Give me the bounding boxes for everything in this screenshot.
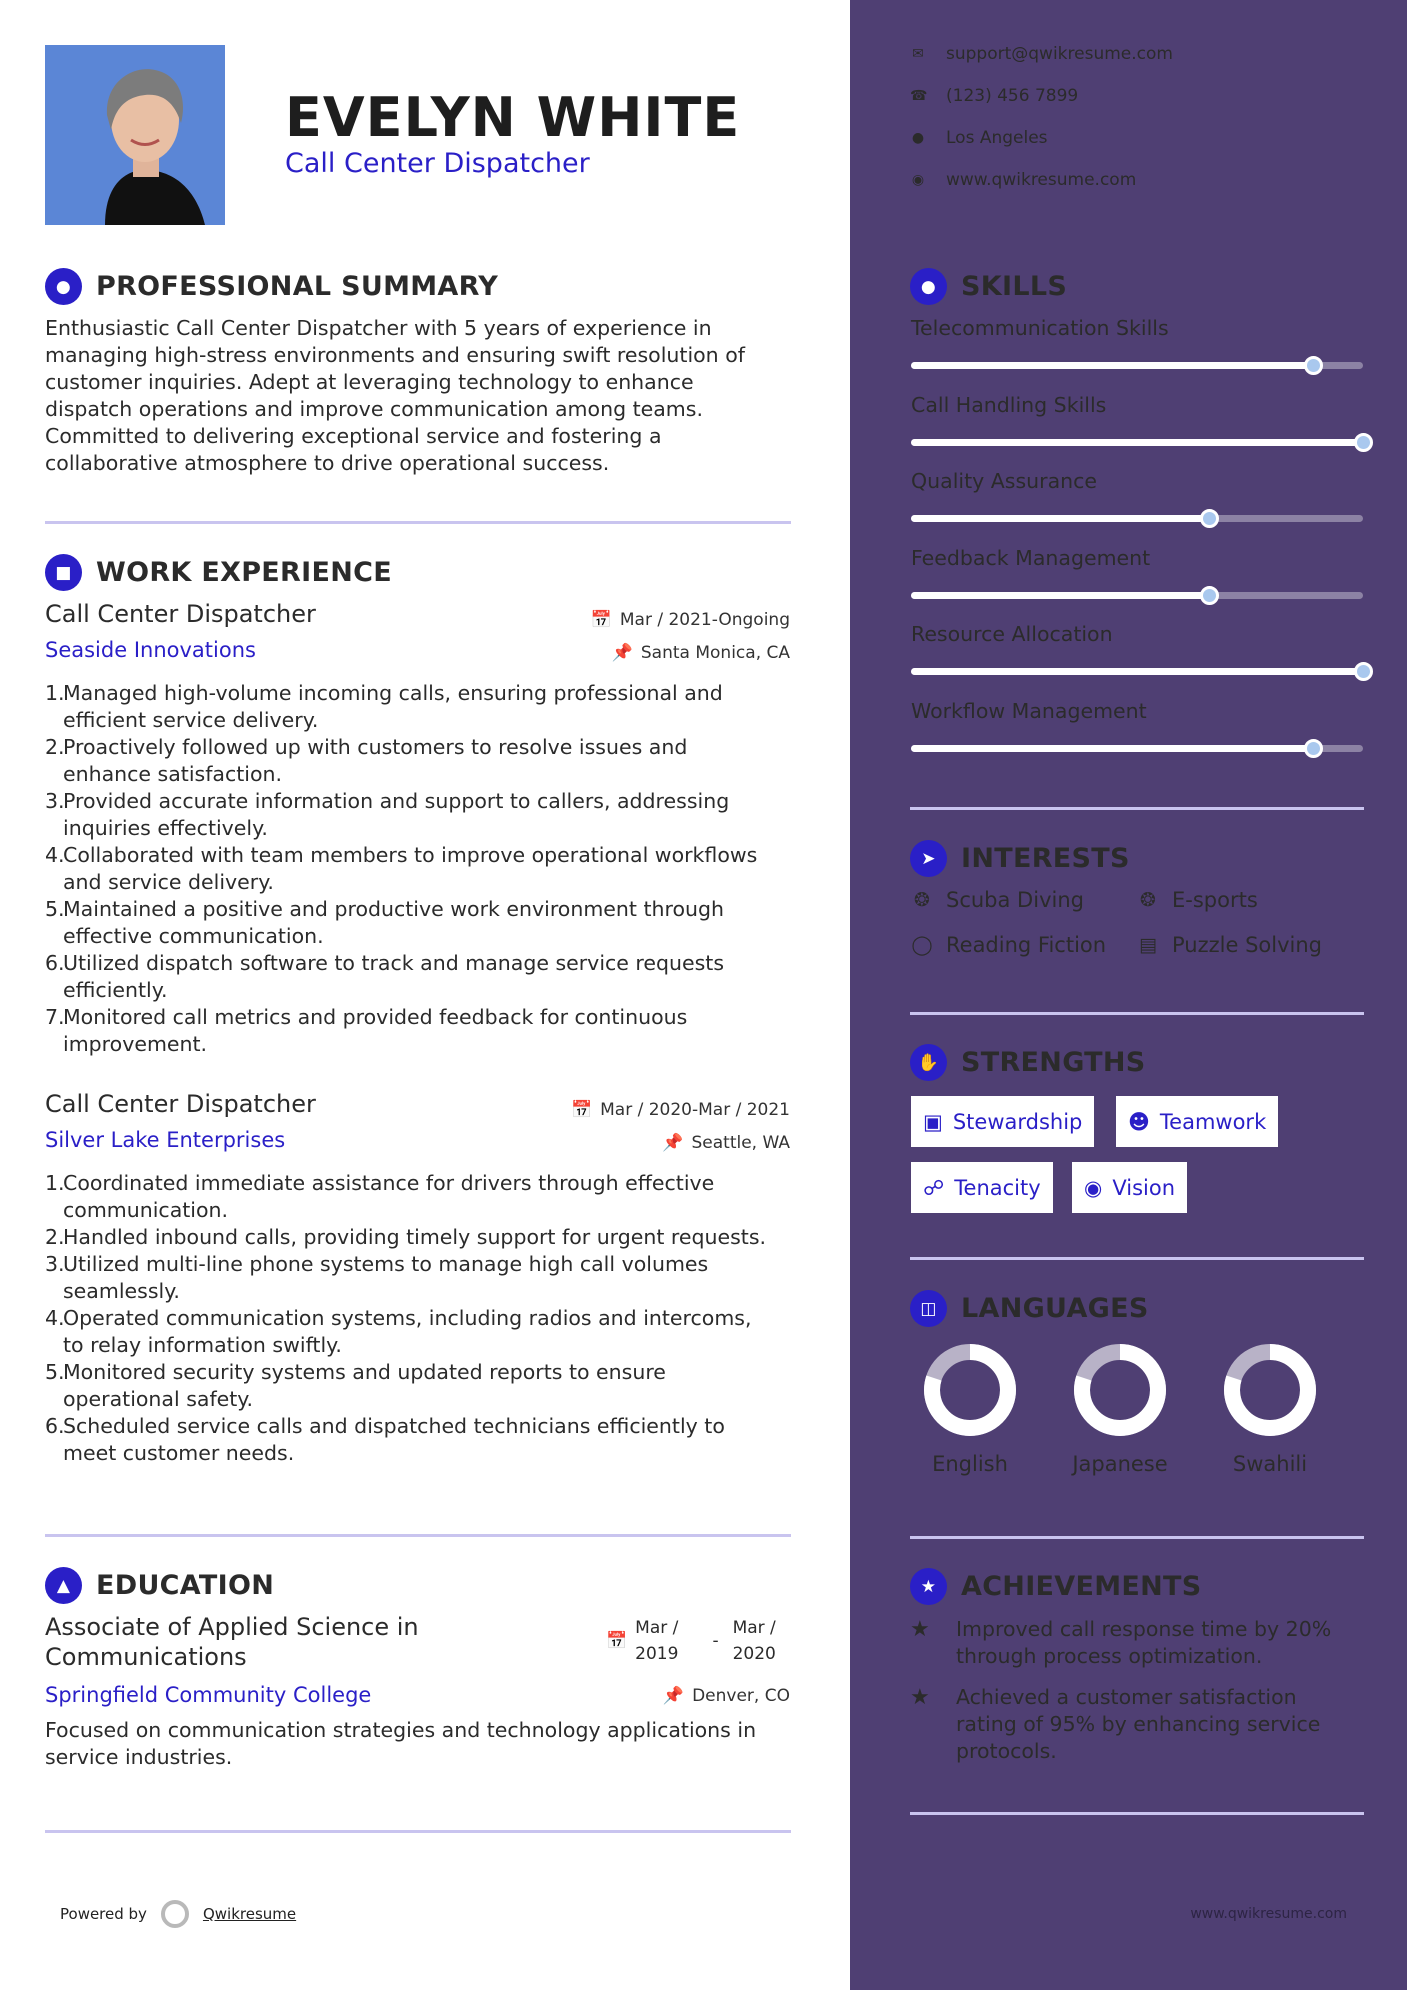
chair-icon: ■	[45, 554, 82, 591]
translate-icon: ◫	[910, 1290, 947, 1327]
languages-heading: ◫ LANGUAGES	[910, 1290, 1149, 1327]
link-icon: ☍	[923, 1175, 945, 1200]
skill-bar	[911, 668, 1363, 675]
life-ring-icon: ❂	[1140, 889, 1156, 911]
pin-icon: 📌	[611, 643, 633, 663]
brand-link[interactable]: Qwikresume	[202, 1905, 297, 1923]
interest-item: ❂ Scuba Diving	[910, 888, 1084, 912]
language-label: Swahili	[1232, 1452, 1308, 1476]
skill-bar-fill	[911, 362, 1313, 369]
degree-title: Associate of Applied Science in Communications	[45, 1613, 419, 1671]
footer-site[interactable]: www.qwikresume.com	[1190, 1906, 1347, 1922]
skill-bar-fill	[911, 439, 1363, 446]
gamepad-icon: ◯	[911, 934, 933, 956]
language-label: English	[932, 1452, 1008, 1476]
strength-chip: ◉ Vision	[1072, 1162, 1187, 1213]
divider	[45, 521, 791, 524]
skill-bar	[911, 592, 1363, 599]
user-icon: ●	[45, 268, 82, 305]
skill-bar	[911, 362, 1363, 369]
list-item: 7. Monitored call metrics and provided feedback for continuous improvement.	[45, 1005, 688, 1056]
contact-location: ● Los Angeles	[911, 128, 1048, 148]
contact-phone[interactable]: ☎ (123) 456 7899	[910, 86, 1079, 106]
binoculars-icon: ◉	[1084, 1175, 1103, 1200]
achievements-heading: ★ ACHIEVEMENTS	[910, 1568, 1202, 1605]
language-ring	[922, 1342, 1018, 1438]
skill-label: Call Handling Skills	[911, 392, 1107, 417]
interest-item: ▤ Puzzle Solving	[1136, 933, 1322, 957]
skill-bar-fill	[911, 515, 1209, 522]
users-icon: ☻	[1128, 1109, 1150, 1134]
skill-level-knob	[1354, 662, 1373, 681]
divider	[910, 1257, 1364, 1260]
education-heading: ▲ EDUCATION	[45, 1567, 274, 1604]
contact-website[interactable]: ◉ www.qwikresume.com	[911, 170, 1137, 190]
job-duties	[45, 680, 805, 1058]
pin-icon: 📌	[662, 1133, 684, 1153]
language-ring	[1222, 1342, 1318, 1438]
list-item: 2. Handled inbound calls, providing timely support for urgent requests.	[45, 1225, 767, 1249]
skills-heading: ● SKILLS	[910, 268, 1067, 305]
job-location: 📌 Santa Monica, CA	[611, 643, 790, 663]
divider	[45, 1830, 791, 1833]
skill-level-knob	[1200, 586, 1219, 605]
education-date: 📅 Mar / 2019 - Mar / 2020	[606, 1615, 776, 1667]
briefcase-icon: ▣	[923, 1109, 943, 1134]
experience-heading: ■ WORK EXPERIENCE	[45, 554, 392, 591]
envelope-icon: ✉	[912, 46, 924, 62]
powered-by: Powered by Qwikresume	[60, 1900, 296, 1928]
company-name: Seaside Innovations	[45, 638, 256, 662]
calendar-icon: 📅	[570, 1100, 593, 1120]
lightbulb-icon: ●	[910, 268, 947, 305]
divider	[910, 807, 1364, 810]
list-item: 1. Managed high-volume incoming calls, ensuring professional and efficient service delivery.	[45, 681, 723, 732]
skill-label: Feedback Management	[911, 545, 1151, 570]
qwikresume-logo	[161, 1900, 189, 1928]
language-item	[1205, 1342, 1335, 1476]
calendar-icon: 📅	[606, 1631, 628, 1651]
candidate-title: Call Center Dispatcher	[285, 148, 590, 179]
summary-text: Enthusiastic Call Center Dispatcher with 5 years of experience in managing high-stress environments and ensuring swift resolution of customer inquiries. Adept at leveraging technology to enhance dispatch operations and improve communication among teams. Committed to delivering exceptional service and fostering a collaborative atmosphere to drive operational success.	[45, 316, 745, 475]
skill-level-knob	[1354, 433, 1373, 452]
list-item: 4. Operated communication systems, including radios and intercoms, to relay information swiftly.	[45, 1306, 752, 1357]
skill-bar-fill	[911, 745, 1313, 752]
phone-icon: ☎	[910, 88, 928, 104]
language-label: Japanese	[1072, 1452, 1168, 1476]
contact-email[interactable]: ✉ support@qwikresume.com	[910, 44, 1173, 64]
strengths-heading: ✋ STRENGTHS	[910, 1044, 1146, 1081]
list-item: 4. Collaborated with team members to improve operational workflows and service delivery.	[45, 843, 758, 894]
skill-label: Resource Allocation	[911, 622, 1113, 646]
interests-heading: ➤ INTERESTS	[910, 840, 1130, 877]
list-item: 2. Proactively followed up with customers to resolve issues and enhance satisfaction.	[45, 735, 688, 786]
skill-bar	[911, 515, 1363, 522]
star-icon: ★	[910, 1617, 930, 1642]
skill-level-knob	[1304, 739, 1323, 758]
skill-bar	[911, 439, 1363, 446]
list-item: 6. Utilized dispatch software to track and manage service requests efficiently.	[45, 951, 725, 1002]
list-item: 1. Coordinated immediate assistance for drivers through effective communication.	[45, 1171, 715, 1222]
interest-item: ◯ Reading Fiction	[911, 933, 1107, 957]
divider	[910, 1012, 1364, 1015]
list-item: 5. Monitored security systems and updated reports to ensure operational safety.	[45, 1360, 666, 1411]
summary-heading: ● PROFESSIONAL SUMMARY	[45, 268, 498, 305]
skill-bar-fill	[911, 592, 1209, 599]
education-location: 📌 Denver, CO	[662, 1686, 790, 1706]
job-date: 📅 Mar / 2021-Ongoing	[590, 610, 790, 630]
job-duties	[45, 1170, 805, 1467]
skill-label: Telecommunication Skills	[911, 316, 1169, 340]
candidate-name: EVELYN WHITE	[285, 86, 741, 149]
job-location: 📌 Seattle, WA	[662, 1133, 790, 1153]
calendar-icon: 📅	[590, 610, 612, 630]
book-icon: ▤	[1139, 934, 1157, 956]
pin-icon: 📌	[662, 1686, 685, 1706]
job-date: 📅 Mar / 2020-Mar / 2021	[570, 1100, 790, 1120]
globe-icon: ◉	[911, 172, 925, 188]
life-ring-icon: ❂	[914, 889, 930, 911]
language-ring	[1072, 1342, 1168, 1438]
map-pin-icon: ●	[911, 130, 925, 146]
job-title: Call Center Dispatcher	[45, 600, 316, 628]
profile-photo	[45, 45, 225, 225]
paper-plane-icon: ➤	[910, 840, 947, 877]
skill-bar	[911, 745, 1363, 752]
language-item	[905, 1342, 1035, 1476]
divider	[910, 1536, 1364, 1539]
strength-chip: ☍ Tenacity	[911, 1162, 1053, 1213]
achievement-item: ★ Improved call response time by 20% through process optimization.	[910, 1617, 1332, 1668]
divider	[45, 1534, 791, 1537]
language-item	[1055, 1342, 1185, 1476]
strength-chip: ☻ Teamwork	[1116, 1096, 1278, 1147]
list-item: 3. Provided accurate information and support to callers, addressing inquiries effectively.	[45, 789, 730, 840]
star-badge-icon: ★	[910, 1568, 947, 1605]
achievement-item: ★ Achieved a customer satisfaction rating of 95% by enhancing service protocols.	[910, 1685, 1321, 1763]
strength-chip: ▣ Stewardship	[911, 1096, 1094, 1147]
skill-label: Quality Assurance	[911, 469, 1098, 493]
job-title: Call Center Dispatcher	[45, 1090, 316, 1118]
skill-bar-fill	[911, 668, 1363, 675]
education-description: Focused on communication strategies and technology applications in service industries.	[45, 1718, 757, 1769]
fist-icon: ✋	[910, 1044, 947, 1081]
school-name: Springfield Community College	[45, 1683, 372, 1707]
list-item: 3. Utilized multi-line phone systems to manage high call volumes seamlessly.	[45, 1252, 709, 1303]
list-item: 6. Scheduled service calls and dispatched technicians efficiently to meet customer needs.	[45, 1414, 725, 1465]
company-name: Silver Lake Enterprises	[45, 1128, 286, 1152]
interest-item: ❂ E-sports	[1136, 888, 1258, 912]
divider	[910, 1812, 1364, 1815]
list-item: 5. Maintained a positive and productive work environment through effective communication.	[45, 897, 725, 948]
graduation-cap-icon: ▲	[45, 1567, 82, 1604]
skill-label: Workflow Management	[911, 698, 1147, 723]
star-icon: ★	[910, 1685, 930, 1710]
